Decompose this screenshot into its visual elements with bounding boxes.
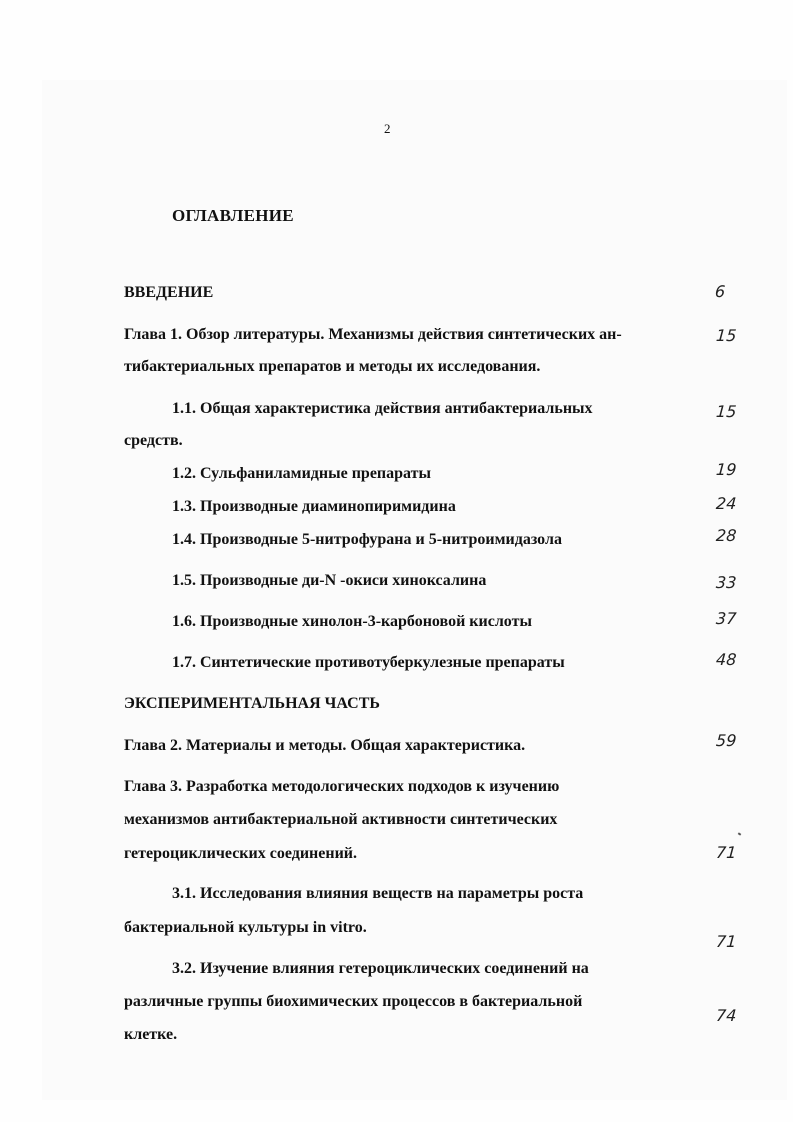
toc-page-ch3: 71 (715, 843, 738, 862)
page-number: 2 (384, 121, 391, 136)
toc-page-s1-3: 24 (715, 494, 738, 513)
toc-page-s3-1: 71 (715, 932, 738, 951)
toc-entry-s1-4: 1.4. Производные 5-нитрофурана и 5-нитроимидазола (172, 531, 562, 548)
toc-entry-intro: ВВЕДЕНИЕ (124, 284, 214, 301)
toc-entry-s3-1-line1: 3.1. Исследования влияния веществ на параметры роста (172, 885, 584, 902)
toc-page-ch2: 59 (715, 731, 738, 750)
toc-page-s3-2: 74 (715, 1006, 738, 1025)
toc-page-s1-2: 19 (715, 460, 738, 479)
toc-entry-s1-1-line1: 1.1. Общая характеристика действия антибактериальных (172, 400, 593, 417)
toc-entry-ch2: Глава 2. Материалы и методы. Общая характеристика. (124, 737, 526, 754)
toc-page-s1-4: 28 (715, 526, 738, 545)
toc-page-s1-1: 15 (715, 402, 738, 421)
toc-entry-s1-3: 1.3. Производные диаминопиримидина (172, 498, 456, 515)
toc-page-ch1: 15 (715, 326, 738, 345)
toc-entry-s1-5: 1.5. Производные ди-N -окиси хиноксалина (172, 572, 487, 589)
toc-entry-s3-2-line1: 3.2. Изучение влияния гетероциклических соединений на (172, 960, 589, 977)
toc-entry-s1-6: 1.6. Производные хинолон-3-карбоновой кислоты (172, 613, 532, 630)
toc-entry-ch3-line3: гетероциклических соединений. (124, 845, 358, 862)
toc-page-intro: 6 (714, 282, 726, 301)
page-title: ОГЛАВЛЕНИЕ (172, 206, 294, 225)
toc-entry-s1-2: 1.2. Сульфаниламидные препараты (172, 465, 431, 482)
scan-speck (738, 832, 742, 835)
toc-entry-ch1-line1: Глава 1. Обзор литературы. Механизмы действия синтетических ан- (124, 326, 622, 343)
toc-entry-s1-7: 1.7. Синтетические противотуберкулезные препараты (172, 654, 565, 671)
toc-entry-s3-2-line3: клетке. (124, 1026, 178, 1043)
toc-page-s1-5: 33 (715, 573, 738, 592)
toc-entry-ch3-line1: Глава 3. Разработка методологических подходов к изучению (124, 778, 560, 795)
toc-page-s1-6: 37 (715, 609, 738, 628)
toc-entry-ch1-line2: тибактериальных препаратов и методы их исследования. (124, 358, 541, 375)
toc-section-experimental: ЭКСПЕРИМЕНТАЛЬНАЯ ЧАСТЬ (124, 695, 380, 712)
toc-entry-s1-1-line2: средств. (124, 432, 183, 449)
toc-entry-ch3-line2: механизмов антибактериальной активности синтетических (124, 811, 558, 828)
toc-page-s1-7: 48 (715, 650, 738, 669)
toc-entry-s3-1-line2: бактериальной культуры in vitro. (124, 919, 367, 936)
toc-entry-s3-2-line2: различные группы биохимических процессов в бактериальной (124, 993, 583, 1010)
